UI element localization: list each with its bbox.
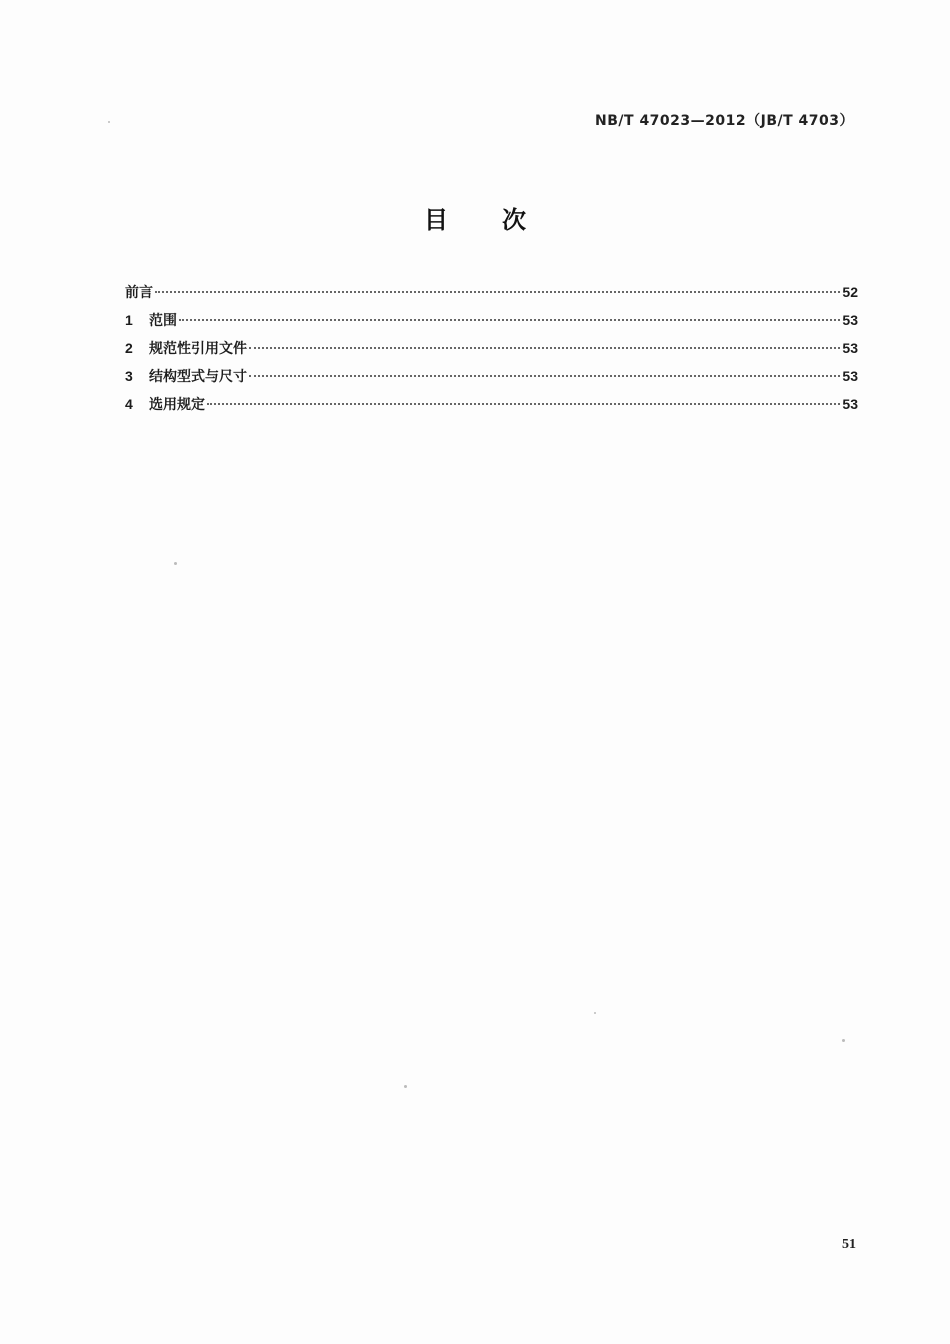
toc-entry-page: 53 (842, 340, 858, 356)
toc-dot-leader (179, 319, 840, 321)
toc-title: 目次 (424, 206, 580, 234)
scan-speck (174, 562, 177, 565)
table-of-contents (125, 282, 858, 422)
scan-speck (842, 1039, 845, 1042)
toc-entry-page: 53 (842, 396, 858, 412)
scan-speck (108, 121, 110, 123)
toc-entry-label: 范围 (149, 313, 177, 329)
toc-entry-scope[interactable] (125, 310, 858, 338)
standard-code-header: NB/T 47023—2012（JB/T 4703） (595, 113, 854, 129)
toc-entry-page: 53 (842, 368, 858, 384)
toc-entry-label: 前言 (125, 285, 153, 301)
toc-entry-number: 1 (125, 312, 133, 328)
toc-entry-structure-dimensions[interactable] (125, 366, 858, 394)
toc-entry-number: 4 (125, 396, 133, 412)
toc-dot-leader (155, 291, 840, 293)
toc-entry-number: 2 (125, 340, 133, 356)
toc-entry-foreword[interactable] (125, 282, 858, 310)
toc-entry-page: 53 (842, 312, 858, 328)
toc-entry-page: 52 (842, 284, 858, 300)
toc-entry-label: 选用规定 (149, 397, 205, 413)
toc-entry-selection-rules[interactable] (125, 394, 858, 422)
toc-entry-label: 规范性引用文件 (149, 341, 247, 357)
toc-entry-number: 3 (125, 368, 133, 384)
scan-speck (404, 1085, 407, 1088)
toc-dot-leader (249, 375, 840, 377)
toc-entry-label: 结构型式与尺寸 (149, 369, 247, 385)
scan-speck (594, 1012, 596, 1014)
page-number: 51 (842, 1237, 856, 1252)
toc-entry-normative-references[interactable] (125, 338, 858, 366)
toc-dot-leader (249, 347, 840, 349)
toc-dot-leader (207, 403, 840, 405)
